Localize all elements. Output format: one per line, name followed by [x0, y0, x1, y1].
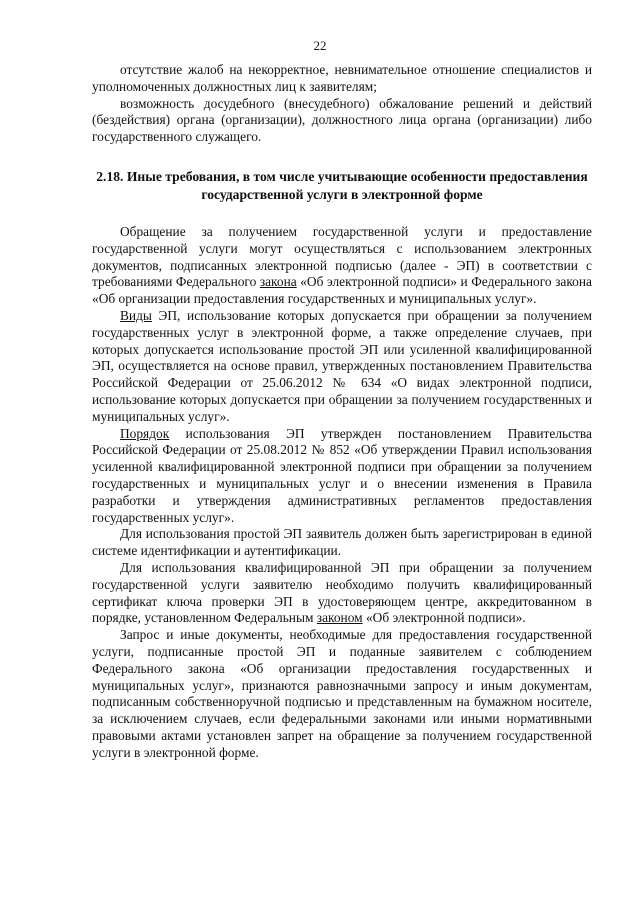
types-link[interactable]: Виды: [120, 307, 152, 323]
paragraph-text: «Об электронной подписи» и Федерального закона «Об организации предоставления государственных и муниципальных услуг».: [92, 274, 592, 307]
paragraph-ep-procedure: [92, 426, 592, 527]
paragraph-text: «Об электронной подписи».: [362, 610, 526, 626]
paragraph-text: ЭП, использование которых допускается при обращении за получением государственных услуг в электронной форме, а также определение случаев, при которых допускается использование простой ЭП или усиленной квалифицированной ЭП, осуществляется на основе правил, утвержденных постановлением Правительства Российской Федерации от 25.06.2012 № 634 «О видах электронной подписи, использование которых допускается при обращении за получением государственных и муниципальных услуг».: [92, 307, 592, 424]
procedure-link[interactable]: Порядок: [120, 425, 170, 441]
page-content: [92, 62, 592, 761]
federal-law-link[interactable]: законом: [316, 610, 363, 626]
paragraph-ep-types: [92, 308, 592, 426]
paragraph-text: использования ЭП утвержден постановлением Правительства Российской Федерации от 25.08.2012 № 852 «Об утверждении Правил использования усиленной квалифицированной электронной подписи при обращении за получением государственных и муниципальных услуг и о внесении изменения в Правила разработки и утверждения административных регламентов предоставления государственных услуг».: [92, 425, 592, 525]
intro-paragraph-1: отсутствие жалоб на некорректное, невнимательное отношение специалистов и уполномоченных должностных лиц к заявителям;: [92, 62, 592, 94]
intro-paragraph-2: возможность досудебного (внесудебного) обжалование решений и действий (бездействия) органа (организации), должностного лица органа (организации) либо государственного служащего.: [92, 95, 592, 145]
paragraph-simple-ep: Для использования простой ЭП заявитель должен быть зарегистрирован в единой системе идентификации и аутентификации.: [92, 526, 592, 559]
paragraph-request-documents: Запрос и иные документы, необходимые для предоставления государственной услуги, подписанные простой ЭП и поданные заявителем с соблюдением Федерального закона «Об организации предоставления государственных и муниципальных услуг», признаются равнозначными запросу и иным документам, подписанным собственноручной подписью и представленным на бумажном носителе, за исключением случаев, если федеральными законами или иными нормативными правовыми актами установлен запрет на обращение за получением государственной услуги в электронной форме.: [92, 627, 592, 760]
law-link[interactable]: закона: [259, 274, 297, 290]
paragraph-qualified-ep: [92, 560, 592, 627]
paragraph-text: Обращение за получением государственной услуги и предоставление государственной услуги могут осуществляться с использованием электронных документов, подписанных электронной подписью (далее - ЭП) в соответствии с требованиями Федерального: [92, 223, 592, 290]
section-heading: 2.18. Иные требования, в том числе учитывающие особенности предоставления государственной услуги в электронной форме: [96, 168, 588, 202]
paragraph-text: Для использования квалифицированной ЭП при обращении за получением государственной услуги заявителю необходимо получить квалифицированный сертификат ключа проверки ЭП в удостоверяющем центре, аккредитованном в порядке, установленном Федеральным: [92, 559, 592, 626]
paragraph-electronic-documents: [92, 224, 592, 308]
page-number: 22: [313, 38, 327, 53]
